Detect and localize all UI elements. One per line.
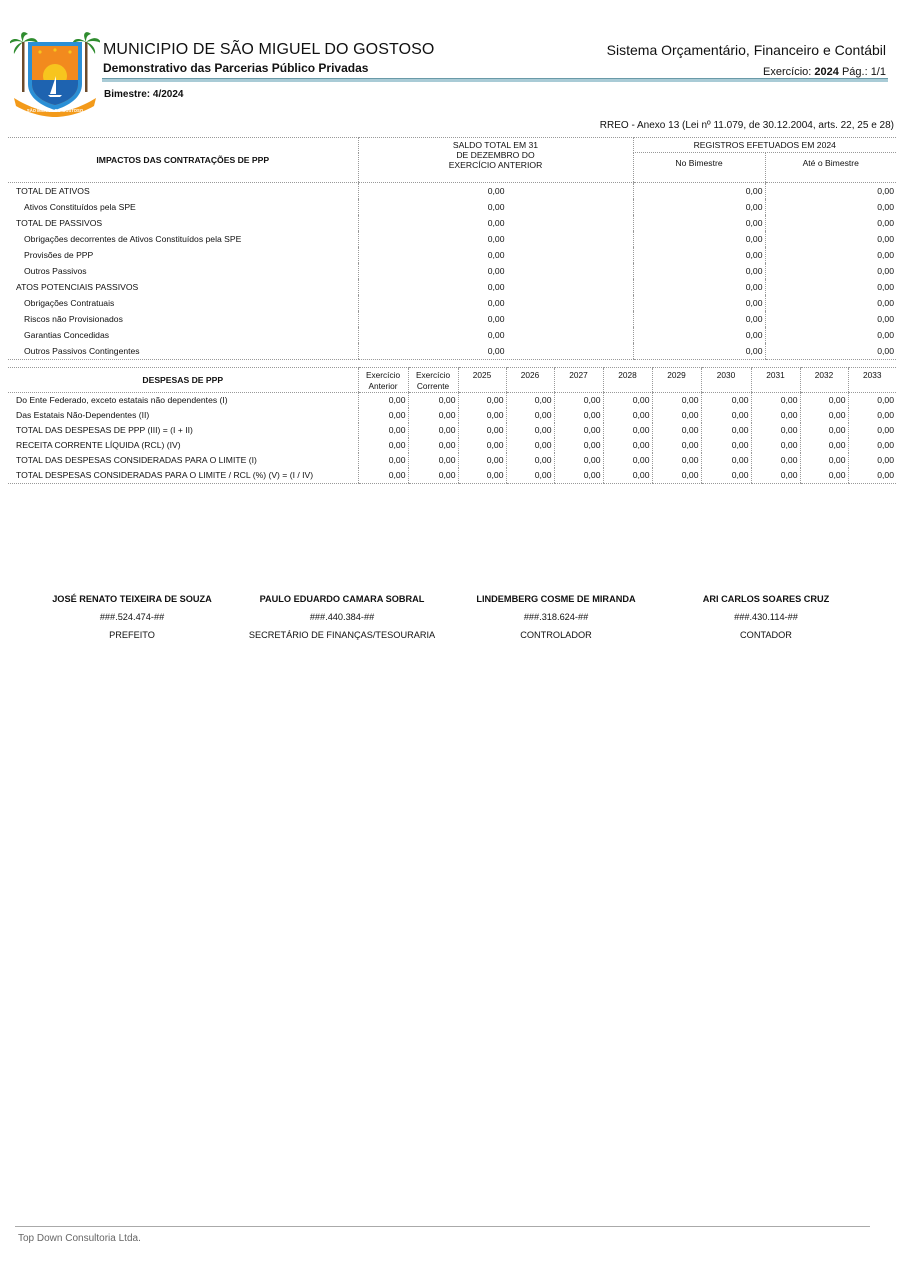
expense-column-header: 2028 (603, 368, 652, 393)
expense-value: 0,00 (458, 468, 506, 484)
header-divider (102, 78, 888, 82)
expense-value: 0,00 (848, 468, 896, 484)
expense-value: 0,00 (603, 423, 652, 438)
signatory-role: CONTROLADOR (520, 630, 592, 640)
saldo-value: 0,00 (358, 311, 633, 327)
ppp-impacts-table (8, 137, 896, 360)
expense-column-header: 2032 (800, 368, 848, 393)
expense-value: 0,00 (358, 423, 408, 438)
impact-row-label: ATOS POTENCIAIS PASSIVOS (16, 282, 139, 292)
expense-value: 0,00 (603, 468, 652, 484)
expense-value: 0,00 (408, 438, 458, 453)
no-bimestre-value: 0,00 (633, 231, 765, 247)
no-bimestre-value: 0,00 (633, 183, 765, 200)
municipal-coat-of-arms-logo (10, 32, 100, 117)
no-bimestre-value: 0,00 (633, 295, 765, 311)
expense-value: 0,00 (506, 453, 554, 468)
signatory-name: ARI CARLOS SOARES CRUZ (702, 594, 830, 604)
impact-row-label: Garantias Concedidas (24, 330, 110, 340)
ppp-expenses-table (8, 367, 896, 484)
expense-value: 0,00 (554, 423, 603, 438)
expense-value: 0,00 (848, 423, 896, 438)
saldo-value: 0,00 (358, 327, 633, 343)
impacts-table-row (8, 327, 896, 343)
expense-value: 0,00 (701, 393, 751, 409)
expense-value: 0,00 (652, 408, 701, 423)
expense-value: 0,00 (506, 423, 554, 438)
ate-bimestre-value: 0,00 (765, 327, 896, 343)
document-title: Demonstrativo das Parcerias Público Privadas (103, 61, 369, 75)
expense-value: 0,00 (652, 453, 701, 468)
signatory-role: SECRETÁRIO DE FINANÇAS/TESOURARIA (248, 630, 436, 640)
expense-value: 0,00 (701, 438, 751, 453)
expense-value: 0,00 (358, 438, 408, 453)
expense-column-header: Exercício Anterior (358, 368, 408, 393)
ate-bimestre-value: 0,00 (765, 311, 896, 327)
footer-company: Top Down Consultoria Ltda. (18, 1233, 141, 1244)
expense-value: 0,00 (554, 468, 603, 484)
expense-value: 0,00 (652, 393, 701, 409)
expense-value: 0,00 (603, 393, 652, 409)
expense-value: 0,00 (506, 468, 554, 484)
expenses-table-row (8, 408, 896, 423)
expense-row-label: RECEITA CORRENTE LÍQUIDA (RCL) (IV) (16, 440, 181, 450)
no-bimestre-value: 0,00 (633, 215, 765, 231)
ate-bimestre-value: 0,00 (765, 199, 896, 215)
expense-value: 0,00 (800, 453, 848, 468)
no-bimestre-value: 0,00 (633, 247, 765, 263)
impact-row-label: Ativos Constituídos pela SPE (24, 202, 136, 212)
municipality-name: MUNICIPIO DE SÃO MIGUEL DO GOSTOSO (103, 41, 435, 58)
saldo-value: 0,00 (358, 295, 633, 311)
system-name: Sistema Orçamentário, Financeiro e Contábil (606, 42, 886, 58)
expense-column-header: 2030 (701, 368, 751, 393)
expense-value: 0,00 (751, 393, 800, 409)
expense-value: 0,00 (408, 423, 458, 438)
impact-row-label: Riscos não Provisionados (24, 314, 123, 324)
expense-value: 0,00 (751, 453, 800, 468)
expense-value: 0,00 (848, 393, 896, 409)
ate-bimestre-value: 0,00 (765, 231, 896, 247)
saldo-value: 0,00 (358, 279, 633, 295)
expense-value: 0,00 (506, 393, 554, 409)
expense-value: 0,00 (603, 408, 652, 423)
expenses-table-row (8, 393, 896, 409)
impacts-table-row (8, 231, 896, 247)
expense-value: 0,00 (554, 453, 603, 468)
no-bimestre-header: No Bimestre (633, 153, 765, 183)
signatory-name: LINDEMBERG COSME DE MIRANDA (476, 594, 636, 604)
expense-value: 0,00 (506, 438, 554, 453)
expense-value: 0,00 (800, 438, 848, 453)
signature-2 (237, 594, 447, 648)
no-bimestre-value: 0,00 (633, 279, 765, 295)
expense-value: 0,00 (751, 468, 800, 484)
signature-1 (27, 594, 237, 648)
signatory-name: JOSÉ RENATO TEIXEIRA DE SOUZA (52, 594, 212, 604)
svg-text:SÃO MIGUEL DO GOSTOSO: SÃO MIGUEL DO GOSTOSO (26, 108, 84, 113)
ate-bimestre-value: 0,00 (765, 247, 896, 263)
expense-value: 0,00 (358, 453, 408, 468)
signature-4 (661, 594, 871, 648)
ate-bimestre-header: Até o Bimestre (765, 153, 896, 183)
expense-value: 0,00 (751, 408, 800, 423)
expense-column-header: 2033 (848, 368, 896, 393)
saldo-value: 0,00 (358, 215, 633, 231)
expenses-table-row (8, 453, 896, 468)
expenses-table-row (8, 468, 896, 484)
expense-value: 0,00 (554, 408, 603, 423)
expense-value: 0,00 (358, 393, 408, 409)
ate-bimestre-value: 0,00 (765, 279, 896, 295)
saldo-value: 0,00 (358, 183, 633, 200)
signatory-role: PREFEITO (109, 630, 155, 640)
expense-row-label: TOTAL DAS DESPESAS CONSIDERADAS PARA O LIMITE (I) (16, 455, 257, 465)
expense-row-label: TOTAL DAS DESPESAS DE PPP (III) = (I + II) (16, 425, 193, 435)
expense-value: 0,00 (701, 453, 751, 468)
expenses-table-row (8, 438, 896, 453)
impact-row-label: TOTAL DE PASSIVOS (16, 218, 103, 228)
exercise-info (763, 66, 886, 78)
expense-value: 0,00 (358, 408, 408, 423)
expense-value: 0,00 (358, 468, 408, 484)
registros-header: REGISTROS EFETUADOS EM 2024 (633, 138, 896, 153)
expense-row-label: Do Ente Federado, exceto estatais não dependentes (I) (16, 395, 228, 405)
impact-row-label: Outros Passivos Contingentes (8, 343, 358, 360)
signatory-cpf: ###.430.114-## (734, 612, 798, 622)
exercise-year: 2024 (814, 66, 839, 78)
ate-bimestre-value: 0,00 (765, 263, 896, 279)
expense-value: 0,00 (603, 438, 652, 453)
signature-3 (451, 594, 661, 648)
no-bimestre-value: 0,00 (633, 327, 765, 343)
impacts-table-row (8, 295, 896, 311)
impact-row-label: Obrigações decorrentes de Ativos Constituídos pela SPE (24, 234, 242, 244)
saldo-value: 0,00 (358, 263, 633, 279)
expense-value: 0,00 (800, 408, 848, 423)
expense-value: 0,00 (800, 393, 848, 409)
no-bimestre-value: 0,00 (633, 263, 765, 279)
expense-column-header: 2025 (458, 368, 506, 393)
expense-value: 0,00 (408, 468, 458, 484)
legal-reference: RREO - Anexo 13 (Lei nº 11.079, de 30.12.2004, arts. 22, 25 e 28) (599, 120, 894, 131)
exercise-label: Exercício: (763, 66, 812, 78)
expense-value: 0,00 (458, 393, 506, 409)
expense-value: 0,00 (408, 408, 458, 423)
expense-value: 0,00 (701, 408, 751, 423)
saldo-value: 0,00 (358, 231, 633, 247)
impacts-table-row (8, 247, 896, 263)
ate-bimestre-value: 0,00 (765, 183, 896, 200)
impact-row-label: Provisões de PPP (24, 250, 94, 260)
expense-value: 0,00 (603, 453, 652, 468)
expense-value: 0,00 (458, 423, 506, 438)
page-number: Pág.: 1/1 (841, 66, 886, 78)
impact-row-label: Outros Passivos (24, 266, 87, 276)
expense-column-header: 2029 (652, 368, 701, 393)
expense-value: 0,00 (506, 408, 554, 423)
expense-value: 0,00 (848, 453, 896, 468)
saldo-value: 0,00 (358, 247, 633, 263)
footer-divider (15, 1226, 870, 1227)
saldo-value: 0,00 (358, 199, 633, 215)
signatory-name: PAULO EDUARDO CAMARA SOBRAL (259, 594, 425, 604)
period-label: Bimestre: 4/2024 (104, 89, 184, 100)
impacts-table-row (8, 199, 896, 215)
expense-value: 0,00 (554, 438, 603, 453)
expense-value: 0,00 (751, 423, 800, 438)
expense-value: 0,00 (701, 423, 751, 438)
ate-bimestre-value: 0,00 (765, 295, 896, 311)
no-bimestre-value: 0,00 (633, 343, 765, 360)
ate-bimestre-value: 0,00 (765, 343, 896, 360)
no-bimestre-value: 0,00 (633, 199, 765, 215)
expense-value: 0,00 (652, 423, 701, 438)
no-bimestre-value: 0,00 (633, 311, 765, 327)
expense-value: 0,00 (458, 453, 506, 468)
expense-value: 0,00 (701, 468, 751, 484)
signatory-cpf: ###.524.474-## (99, 612, 165, 622)
expense-value: 0,00 (458, 408, 506, 423)
expenses-title-header: DESPESAS DE PPP (8, 368, 358, 393)
signatory-role: CONTADOR (740, 630, 792, 640)
expense-row-label: Das Estatais Não-Dependentes (II) (16, 410, 150, 420)
expense-column-header: 2026 (506, 368, 554, 393)
impacts-table-row (8, 279, 896, 295)
signatory-cpf: ###.318.624-## (523, 612, 589, 622)
expense-row-label: TOTAL DESPESAS CONSIDERADAS PARA O LIMITE / RCL (%) (V) = (I / IV) (8, 468, 358, 484)
impacts-table-row (8, 343, 896, 360)
expense-column-header: 2027 (554, 368, 603, 393)
impacts-table-row (8, 263, 896, 279)
impacts-table-row (8, 215, 896, 231)
expense-value: 0,00 (408, 393, 458, 409)
impact-row-label: Obrigações Contratuais (24, 298, 115, 308)
expenses-table-row (8, 423, 896, 438)
expense-value: 0,00 (848, 438, 896, 453)
expense-value: 0,00 (800, 423, 848, 438)
saldo-header: SALDO TOTAL EM 31 DE DEZEMBRO DO EXERCÍCIO ANTERIOR (358, 138, 633, 183)
expense-value: 0,00 (652, 438, 701, 453)
expense-value: 0,00 (408, 453, 458, 468)
expense-value: 0,00 (751, 438, 800, 453)
ate-bimestre-value: 0,00 (765, 215, 896, 231)
impacts-table-row (8, 183, 896, 200)
signatory-cpf: ###.440.384-## (309, 612, 375, 622)
saldo-value: 0,00 (358, 343, 633, 360)
expense-value: 0,00 (652, 468, 701, 484)
impact-row-label: TOTAL DE ATIVOS (16, 186, 90, 196)
impacts-table-row (8, 311, 896, 327)
expense-column-header: Exercício Corrente (408, 368, 458, 393)
expense-value: 0,00 (800, 468, 848, 484)
impacts-title-header: IMPACTOS DAS CONTRATAÇÕES DE PPP (8, 138, 358, 183)
expense-value: 0,00 (458, 438, 506, 453)
expense-value: 0,00 (848, 408, 896, 423)
expense-column-header: 2031 (751, 368, 800, 393)
expense-value: 0,00 (554, 393, 603, 409)
